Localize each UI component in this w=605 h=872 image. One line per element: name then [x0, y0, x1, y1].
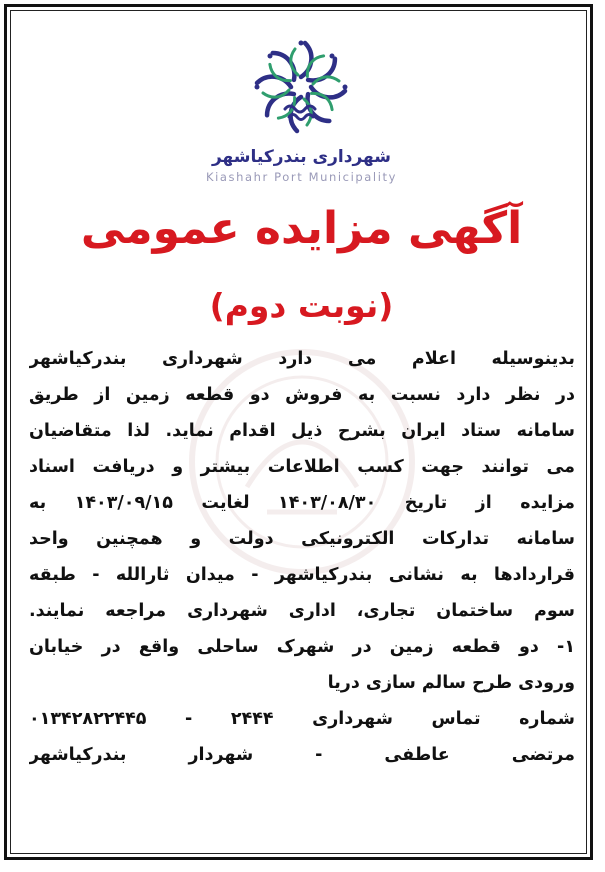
municipality-name-english: Kiashahr Port Municipality [205, 170, 398, 184]
notice-line: قراردادها به نشانی بندرکیاشهر - میدان ثارالله - طبقه [29, 565, 575, 585]
notice-subtitle: (نوبت دوم) [209, 286, 394, 325]
notice-frame [4, 4, 593, 860]
notice-line: سوم ساختمان تجاری، اداری شهرداری مراجعه نمایند. [29, 601, 575, 621]
contact-phone-line: شماره تماس شهرداری ۲۴۴۴ - ۰۱۳۴۲۸۲۲۴۴۵ [29, 709, 575, 729]
notice-line: در نظر دارد نسبت به فروش دو قطعه زمین از طریق [29, 385, 575, 405]
notice-line: بدینوسیله اعلام می دارد شهرداری بندرکیاشهر [29, 349, 575, 369]
notice-line: سامانه تدارکات الکترونیکی دولت و همچنین واحد [29, 529, 575, 549]
notice-line: ورودی طرح سالم سازی دریا [327, 673, 575, 693]
municipality-emblem-icon [245, 35, 357, 147]
notice-line: مزایده از تاریخ ۱۴۰۳/۰۸/۳۰ لغایت ۱۴۰۳/۰۹/۱۵ به [29, 493, 575, 513]
notice-line: ۱- دو قطعه زمین در شهرک ساحلی واقع در خیابان [29, 637, 575, 657]
municipality-name: شهرداری بندرکیاشهر [211, 147, 391, 167]
notice-line: می توانند جهت کسب اطلاعات بیشتر و دریافت اسناد [29, 457, 575, 477]
notice-body [29, 341, 575, 773]
notice-title: آگهی مزایده عمومی [80, 203, 523, 254]
mayor-signature-line: مرتضی عاطفی - شهردار بندرکیاشهر [29, 745, 575, 765]
notice-line: سامانه ستاد ایران بشرح ذیل اقدام نماید. لذا متقاضیان [29, 421, 575, 441]
